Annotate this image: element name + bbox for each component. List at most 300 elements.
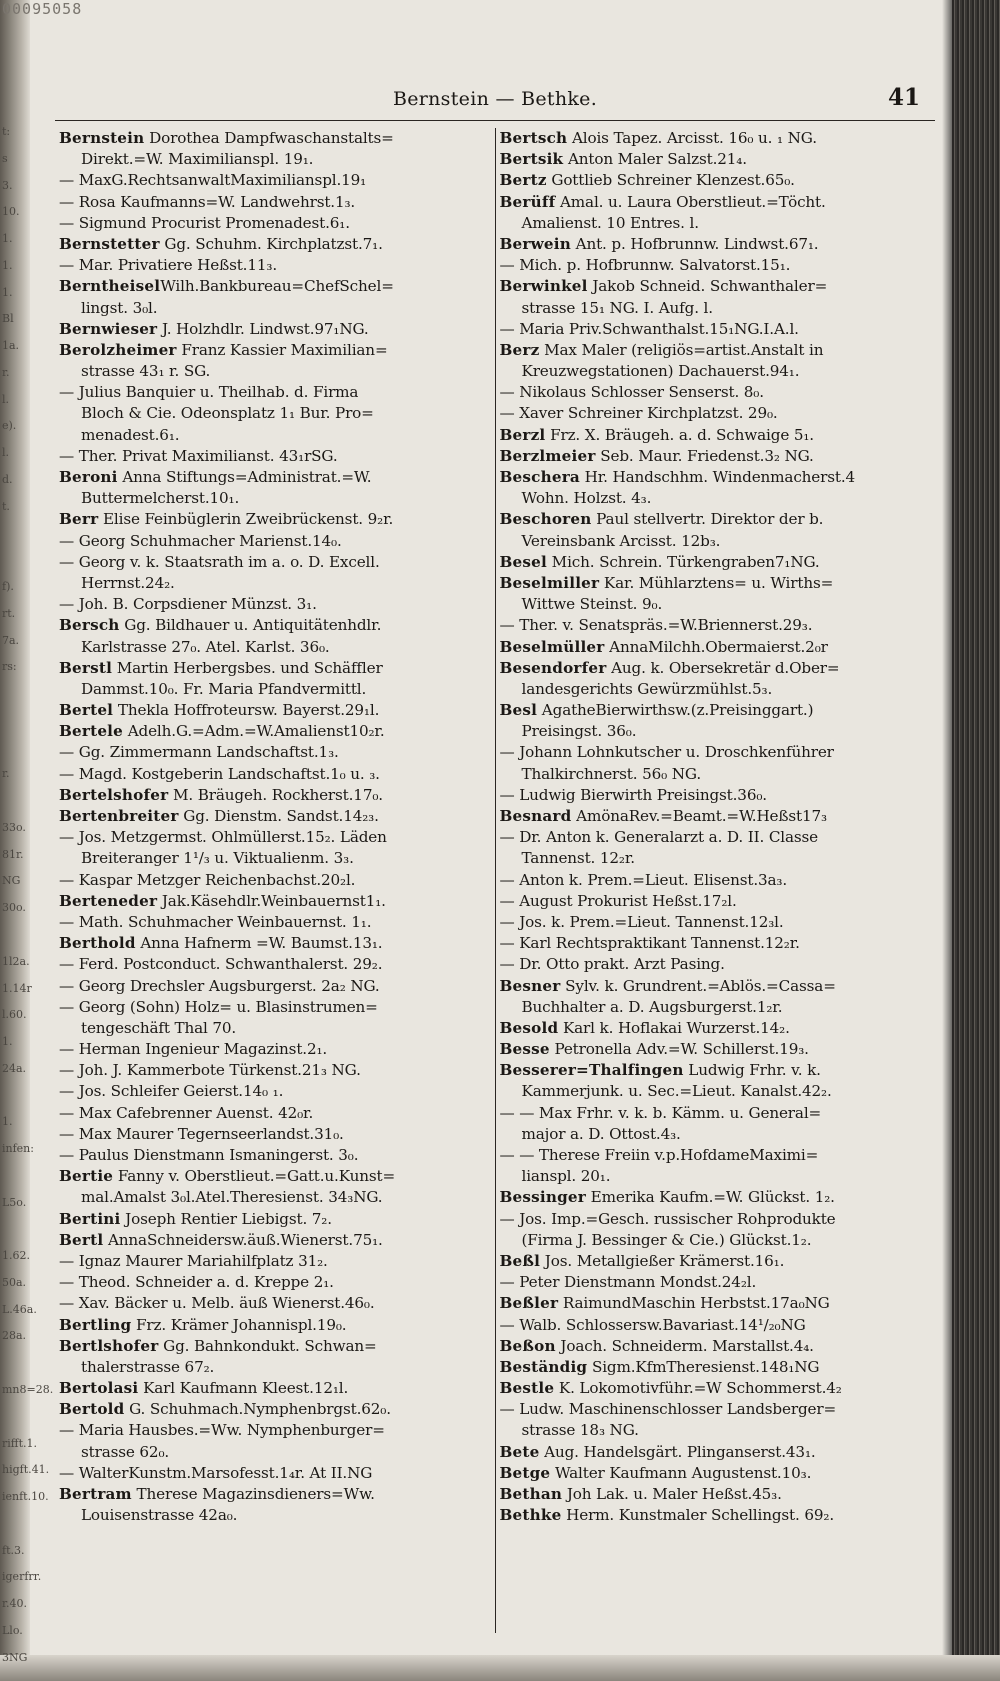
entry-text: Emerika Kaufm.=W. Glückst. 1₂. [586, 1188, 835, 1207]
entry-text: strasse 43₁ r. SG. [81, 362, 211, 381]
directory-columns [55, 128, 935, 1633]
entry-text: Joach. Schneiderm. Marstallst.4₄. [555, 1336, 814, 1355]
directory-page [55, 82, 935, 1642]
directory-entry-line [59, 615, 489, 636]
entry-text: — WalterKunstm.Marsofesst.1₄r. At II.NG [59, 1463, 373, 1482]
entry-text: Mich. Schrein. Türkengraben7₁NG. [546, 552, 820, 571]
bleed-fragment: rifft.1. [2, 1436, 38, 1450]
entry-text: M. Bräugeh. Rockherst.17₀. [168, 785, 383, 804]
surname-headword: Besel [499, 552, 547, 571]
bleed-fragment: infen: [2, 1142, 34, 1156]
directory-continuation-line [500, 1081, 930, 1102]
surname-headword: Berwinkel [499, 277, 588, 296]
entry-text: — Xaver Schreiner Kirchplatzst. 29₀. [499, 404, 778, 423]
entry-text: Fanny v. Oberstlieut.=Gatt.u.Kunst= [113, 1167, 396, 1186]
bleed-fragment: Llo. [2, 1623, 23, 1637]
directory-continuation-line [500, 403, 930, 424]
entry-text: Tannenst. 12₂r. [521, 849, 635, 868]
directory-continuation-line [500, 1103, 930, 1124]
directory-entry-line [500, 425, 930, 446]
entry-text: Thekla Hoffroteursw. Bayerst.29₁l. [113, 701, 380, 720]
surname-headword: Bertolasi [59, 1379, 139, 1398]
directory-continuation-line [59, 170, 489, 191]
entry-text: Dorothea Dampfwaschanstalts= [144, 129, 394, 147]
directory-continuation-line [500, 255, 930, 276]
surname-headword: Besendorfer [499, 658, 607, 677]
directory-entry-line [500, 276, 930, 297]
surname-headword: Besl [499, 701, 538, 720]
directory-entry-line [500, 234, 930, 255]
directory-continuation-line [500, 1420, 930, 1441]
entry-text: Walter Kaufmann Augustenst.10₃. [550, 1463, 812, 1482]
entry-text: — Ignaz Maurer Mariahilfplatz 31₂. [59, 1251, 328, 1270]
directory-continuation-line [59, 976, 489, 997]
directory-continuation-line [59, 573, 489, 594]
entry-text: Anna Stiftungs=Administrat.=W. [117, 468, 372, 486]
directory-entry-line [59, 1378, 489, 1399]
entry-text: mal.Amalst 3₀l.Atel.Theresienst. 34₃NG. [81, 1188, 383, 1207]
directory-continuation-line [59, 1463, 489, 1484]
directory-continuation-line [59, 1505, 489, 1526]
entry-text: Aug. k. Obersekretär d.Ober= [606, 658, 840, 677]
directory-continuation-line [500, 933, 930, 954]
surname-headword: Bertold [59, 1400, 125, 1419]
directory-entry-line [59, 1336, 489, 1357]
entry-text: — Ludw. Maschinenschlosser Landsberger= [499, 1400, 837, 1419]
directory-entry-line [500, 1293, 930, 1314]
directory-entry-line [500, 340, 930, 361]
directory-continuation-line [500, 1166, 930, 1187]
entry-text: Petronella Adv.=W. Schillerst.19₃. [549, 1040, 809, 1059]
entry-text: — August Prokurist Heßst.17₂l. [499, 891, 737, 910]
directory-entry-line [59, 1230, 489, 1251]
entry-text: — Mar. Privatiere Heßst.11₃. [59, 256, 278, 275]
directory-entry-line [59, 276, 489, 297]
directory-continuation-line [59, 488, 489, 509]
directory-continuation-line [59, 1060, 489, 1081]
entry-text: Alois Tapez. Arcisst. 16₀ u. ₁ NG. [567, 129, 817, 147]
surname-headword: Betge [499, 1463, 551, 1482]
directory-continuation-line [500, 679, 930, 700]
surname-headword: Bertling [59, 1315, 132, 1334]
directory-entry-line [59, 1166, 489, 1187]
entry-text: — Nikolaus Schlosser Senserst. 8₀. [499, 383, 764, 402]
entry-text: — Ther. Privat Maximilianst. 43₁rSG. [59, 446, 338, 465]
bleed-fragment: l. [2, 392, 10, 406]
entry-text: Herm. Kunstmaler Schellingst. 69₂. [561, 1506, 834, 1525]
directory-continuation-line [59, 1357, 489, 1378]
entry-text: — Joh. J. Kammerbote Türkenst.21₃ NG. [59, 1061, 361, 1080]
directory-continuation-line [500, 488, 930, 509]
entry-text: — Anton k. Prem.=Lieut. Elisenst.3a₃. [499, 870, 788, 889]
entry-text: Kar. Mühlarztens= u. Wirths= [599, 573, 834, 592]
surname-headword: Bernwieser [59, 319, 158, 338]
entry-text: — Walb. Schlossersw.Bavariast.14¹/₂₀NG [499, 1315, 806, 1334]
directory-entry-line [500, 552, 930, 573]
entry-text: — Rosa Kaufmanns=W. Landwehrst.1₃. [59, 192, 356, 211]
directory-continuation-line [59, 1145, 489, 1166]
entry-text: Amal. u. Laura Oberstlieut.=Töcht. [555, 192, 826, 211]
entry-text: Wittwe Steinst. 9₀. [521, 595, 663, 614]
directory-entry-line [59, 319, 489, 340]
surname-headword: Bestle [499, 1379, 555, 1398]
entry-text: landesgerichts Gewürzmühlst.5₃. [521, 679, 773, 698]
entry-text: strasse 18₃ NG. [521, 1421, 639, 1440]
bleed-fragment: L.46a. [2, 1302, 37, 1316]
directory-continuation-line [59, 1187, 489, 1208]
surname-headword: Besold [499, 1018, 559, 1037]
surname-headword: Berstl [59, 658, 113, 677]
bleed-fragment [2, 794, 32, 808]
bleed-fragment: 1a. [2, 339, 20, 353]
bleed-fragment: 30o. [2, 901, 26, 915]
bleed-fragment: 10. [2, 205, 20, 219]
entry-text: Gg. Schuhm. Kirchplatzst.7₁. [159, 234, 383, 253]
entry-text: Jos. Metallgießer Krämerst.16₁. [540, 1251, 785, 1270]
directory-continuation-line [59, 764, 489, 785]
surname-headword: Bessinger [499, 1188, 586, 1207]
bleed-fragment: NG [2, 874, 21, 888]
book-fore-edge [952, 0, 1000, 1681]
entry-text: — Georg v. k. Staatsrath im a. o. D. Excell. [59, 552, 380, 571]
entry-text: — Mich. p. Hofbrunnw. Salvatorst.15₁. [499, 256, 791, 275]
bleed-fragment: 1l2a. [2, 954, 30, 968]
surname-headword: Bernstein [59, 129, 145, 147]
directory-continuation-line [59, 848, 489, 869]
directory-continuation-line [59, 1420, 489, 1441]
surname-headword: Bernstetter [59, 234, 160, 253]
entry-text: Ant. p. Hofbrunnw. Lindwst.67₁. [570, 234, 819, 253]
surname-headword: Beßl [499, 1251, 541, 1270]
directory-entry-line [59, 658, 489, 679]
directory-continuation-line [500, 361, 930, 382]
bleed-fragment: 1.14r [2, 981, 32, 995]
surname-headword: Bertlshofer [59, 1336, 159, 1355]
directory-entry-line [500, 192, 930, 213]
directory-entry-line [500, 1018, 930, 1039]
directory-continuation-line [500, 1315, 930, 1336]
entry-text: Aug. Handelsgärt. Plinganserst.43₁. [539, 1442, 816, 1461]
surname-headword: Berüff [499, 192, 556, 211]
bleed-fragment: 1.62. [2, 1249, 30, 1263]
bleed-fragment: ienft.10. [2, 1490, 49, 1504]
surname-headword: Beschoren [499, 510, 592, 529]
directory-entry-line [500, 446, 930, 467]
directory-continuation-line [500, 382, 930, 403]
bleed-fragment: 1. [2, 1115, 13, 1129]
bleed-fragment: 1. [2, 285, 13, 299]
directory-continuation-line [59, 1018, 489, 1039]
surname-headword: Bethan [499, 1485, 563, 1503]
entry-text: AmönaRev.=Beamt.=W.Heßst17₃ [571, 807, 827, 825]
bleed-fragment [2, 1517, 32, 1531]
directory-entry-line [500, 806, 930, 827]
entry-text: Dammst.10₀. Fr. Maria Pfandvermittl. [81, 679, 367, 698]
surname-headword: Bertenbreiter [59, 807, 179, 825]
page-number: 41 [887, 84, 920, 111]
directory-entry-line [500, 976, 930, 997]
surname-headword: Berntheisel [59, 277, 161, 296]
surname-headword: Bertel [59, 701, 114, 720]
directory-entry-line [59, 700, 489, 721]
entry-text: — Karl Rechtspraktikant Tannenst.12₂r. [499, 934, 800, 953]
directory-entry-line [59, 467, 489, 488]
directory-continuation-line [500, 827, 930, 848]
entry-text: Joh Lak. u. Maler Heßst.45₃. [562, 1485, 782, 1503]
entry-text: — — Max Frhr. v. k. b. Kämm. u. General= [499, 1103, 822, 1122]
bleed-fragment [2, 1222, 32, 1236]
entry-text: (Firma J. Bessinger & Cie.) Glückst.1₂. [521, 1230, 812, 1249]
directory-entry-line [500, 128, 930, 149]
directory-continuation-line [59, 594, 489, 615]
surname-headword: Berr [59, 510, 99, 529]
surname-headword: Beselmüller [499, 637, 605, 656]
bleed-fragment: mn8=28. [2, 1382, 54, 1396]
surname-headword: Bertz [499, 171, 547, 190]
entry-text: — Theod. Schneider a. d. Kreppe 2₁. [59, 1273, 334, 1292]
directory-entry-line [500, 573, 930, 594]
directory-continuation-line [59, 679, 489, 700]
entry-text: Anna Hafnerm =W. Baumst.13₁. [135, 934, 383, 953]
bleed-fragment: 7a. [2, 633, 20, 647]
directory-continuation-line [59, 827, 489, 848]
entry-text: — Paulus Dienstmann Ismaningerst. 3₀. [59, 1146, 359, 1164]
surname-headword: Berzlmeier [499, 446, 596, 465]
entry-text: — Peter Dienstmann Mondst.24₂l. [499, 1273, 757, 1292]
surname-headword: Bertl [59, 1230, 104, 1249]
directory-entry-line [500, 1484, 930, 1505]
entry-text: Therese Magazinsdieners=Ww. [131, 1485, 375, 1503]
surname-headword: Bete [499, 1442, 540, 1461]
entry-text: — Kaspar Metzger Reichenbachst.20₂l. [59, 870, 356, 889]
entry-text: — Ludwig Bierwirth Preisingst.36₀. [499, 785, 767, 804]
bleed-fragment: igerfrr. [2, 1570, 42, 1584]
entry-text: — Dr. Otto prakt. Arzt Pasing. [499, 955, 725, 974]
entry-text: — Joh. B. Corpsdiener Münzst. 3₁. [59, 595, 317, 614]
directory-continuation-line [500, 848, 930, 869]
surname-headword: Bertram [59, 1485, 132, 1503]
directory-entry-line [59, 721, 489, 742]
entry-text: Frz. Krämer Johannispl.19₀. [131, 1315, 347, 1334]
scan-bottom-edge [0, 1655, 1000, 1681]
surname-headword: Bersch [59, 616, 120, 635]
bleed-fragment: 1. [2, 1035, 13, 1049]
surname-headword: Besnard [499, 807, 572, 825]
surname-headword: Berolzheimer [59, 340, 177, 359]
bleed-fragment: 1. [2, 258, 13, 272]
entry-text: Karl k. Hoflakai Wurzerst.14₂. [558, 1018, 790, 1037]
directory-entry-line [59, 128, 489, 149]
entry-text: Bloch & Cie. Odeonsplatz 1₁ Bur. Pro= [81, 404, 374, 423]
directory-continuation-line [500, 764, 930, 785]
directory-continuation-line [59, 954, 489, 975]
entry-text: Jakob Schneid. Schwanthaler= [587, 277, 828, 296]
directory-continuation-line [59, 255, 489, 276]
bleed-fragment: s [2, 151, 8, 165]
entry-text: Amalienst. 10 Entres. l. [521, 213, 699, 232]
surname-headword: Berteneder [59, 891, 158, 910]
directory-continuation-line [500, 615, 930, 636]
entry-text: — Jos. Metzgermst. Ohlmüllerst.15₂. Läden [59, 828, 387, 847]
running-head [55, 82, 935, 121]
entry-text: Thalkirchnerst. 56₀ NG. [521, 764, 702, 783]
directory-continuation-line [59, 298, 489, 319]
bleed-fragment: 3. [2, 178, 13, 192]
entry-text: — Jos. k. Prem.=Lieut. Tannenst.12₃l. [499, 912, 784, 931]
entry-text: Jak.Käsehdlr.Weinbauernst1₁. [157, 891, 386, 910]
entry-text: AnnaMilchh.Obermaierst.2₀r [604, 637, 828, 656]
directory-entry-line [500, 467, 930, 488]
directory-continuation-line [59, 192, 489, 213]
left-column [55, 128, 495, 1633]
entry-text: Gottlieb Schreiner Klenzest.65₀. [546, 171, 795, 190]
directory-continuation-line [59, 382, 489, 403]
entry-text: Adelh.G.=Adm.=W.Amalienst10₂r. [123, 722, 385, 741]
bleed-fragment: d. [2, 472, 13, 486]
directory-entry-line [500, 1463, 930, 1484]
bleed-fragment: higft.41. [2, 1463, 50, 1477]
entry-text: G. Schuhmach.Nymphenbrgst.62₀. [124, 1400, 391, 1419]
directory-continuation-line [59, 1251, 489, 1272]
entry-text: — Georg (Sohn) Holz= u. Blasinstrumen= [59, 997, 378, 1016]
directory-entry-line [500, 700, 930, 721]
entry-text: — Dr. Anton k. Generalarzt a. D. II. Classe [499, 828, 819, 847]
scan-id-mark: 00095058 [2, 0, 83, 18]
directory-continuation-line [500, 721, 930, 742]
entry-text: — Maria Hausbes.=Ww. Nymphenburger= [59, 1421, 385, 1440]
directory-continuation-line [500, 1145, 930, 1166]
entry-text: Frz. X. Bräugeh. a. d. Schwaige 5₁. [545, 425, 814, 444]
bleed-fragment [2, 928, 32, 942]
directory-continuation-line [59, 531, 489, 552]
entry-text: Joseph Rentier Liebigst. 7₂. [120, 1209, 332, 1228]
bleed-fragment: 28a. [2, 1329, 27, 1343]
directory-continuation-line [59, 446, 489, 467]
directory-continuation-line [500, 870, 930, 891]
entry-text: — Max Cafebrenner Auenst. 42₀r. [59, 1103, 314, 1122]
entry-text: Louisenstrasse 42a₀. [81, 1506, 238, 1525]
directory-entry-line [59, 785, 489, 806]
surname-headword: Bertsch [499, 129, 568, 147]
entry-text: — Herman Ingenieur Magazinst.2₁. [59, 1040, 328, 1059]
entry-text: Vereinsbank Arcisst. 12b₃. [521, 531, 721, 550]
directory-entry-line [500, 1505, 930, 1526]
bleed-fragment: e). [2, 419, 17, 433]
directory-continuation-line [59, 213, 489, 234]
entry-text: major a. D. Ottost.4₃. [521, 1124, 681, 1143]
directory-continuation-line [500, 594, 930, 615]
entry-text: — Jos. Schleifer Geierst.14₀ ₁. [59, 1082, 284, 1101]
directory-entry-line [500, 1336, 930, 1357]
entry-text: Max Maler (religiös=artist.Anstalt in [539, 340, 824, 359]
entry-text: Gg. Dienstm. Sandst.14₂₃. [178, 807, 379, 825]
directory-entry-line [59, 509, 489, 530]
directory-entry-line [500, 1251, 930, 1272]
entry-text: — Math. Schuhmacher Weinbauernst. 1₁. [59, 912, 372, 931]
surname-headword: Beselmiller [499, 573, 600, 592]
right-column [496, 128, 936, 1633]
bleed-fragment: rt. [2, 606, 16, 620]
entry-text: — Julius Banquier u. Theilhab. d. Firma [59, 383, 359, 402]
bleed-fragment: t: [2, 125, 11, 138]
entry-text: Wohn. Holzst. 4₃. [521, 489, 652, 508]
entry-text: tengeschäft Thal 70. [81, 1018, 237, 1037]
directory-entry-line [500, 149, 930, 170]
bleed-fragment: 50a. [2, 1275, 27, 1289]
bleed-fragment: r.40. [2, 1597, 28, 1611]
directory-continuation-line [59, 870, 489, 891]
directory-entry-line [500, 1039, 930, 1060]
entry-text: — Maria Priv.Schwanthalst.15₁NG.I.A.l. [499, 319, 799, 338]
entry-text: Franz Kassier Maximilian= [176, 340, 388, 359]
directory-continuation-line [500, 319, 930, 340]
entry-text: AnnaSchneidersw.äuß.Wienerst.75₁. [103, 1230, 383, 1249]
entry-text: lianspl. 20₁. [521, 1167, 611, 1186]
facing-page-bleed [2, 125, 54, 1665]
entry-text: Kammerjunk. u. Sec.=Lieut. Kanalst.42₂. [521, 1082, 832, 1101]
entry-text: Seb. Maur. Friedenst.3₂ NG. [595, 446, 814, 465]
entry-text: Karlstrasse 27₀. Atel. Karlst. 36₀. [81, 637, 330, 656]
surname-headword: Beßon [499, 1336, 556, 1355]
directory-continuation-line [500, 742, 930, 763]
directory-continuation-line [59, 149, 489, 170]
surname-headword: Bertsik [499, 150, 564, 169]
entry-text: Gg. Bildhauer u. Antiquitätenhdlr. [119, 616, 382, 635]
bleed-fragment: L5o. [2, 1195, 27, 1209]
entry-text: — Gg. Zimmermann Landschaftst.1₃. [59, 743, 339, 762]
directory-continuation-line [59, 1272, 489, 1293]
directory-continuation-line [500, 1124, 930, 1145]
directory-continuation-line [59, 912, 489, 933]
entry-text: — Max Maurer Tegernseerlandst.31₀. [59, 1124, 344, 1143]
directory-continuation-line [59, 403, 489, 424]
bleed-fragment: 1. [2, 232, 13, 246]
entry-text: — MaxG.RechtsanwaltMaximilianspl.19₁ [59, 171, 367, 190]
entry-text: Ludwig Frhr. v. k. [683, 1061, 821, 1080]
surname-headword: Beroni [59, 468, 118, 486]
directory-entry-line [59, 1315, 489, 1336]
entry-text: — Georg Schuhmacher Marienst.14₀. [59, 531, 342, 550]
entry-text: Herrnst.24₂. [81, 573, 175, 592]
surname-headword: Berthold [59, 934, 136, 953]
entry-text: — Xav. Bäcker u. Melb. äuß Wienerst.46₀. [59, 1294, 375, 1313]
entry-text: Sylv. k. Grundrent.=Ablös.=Cassa= [560, 976, 836, 995]
entry-text: Paul stellvertr. Direktor der b. [591, 510, 824, 529]
directory-entry-line [59, 1209, 489, 1230]
surname-headword: Beßler [499, 1294, 559, 1313]
directory-continuation-line [59, 1293, 489, 1314]
entry-text: J. Holzhdlr. Lindwst.97₁NG. [157, 319, 369, 338]
directory-continuation-line [500, 213, 930, 234]
directory-entry-line [500, 1442, 930, 1463]
bleed-fragment [2, 1169, 32, 1183]
directory-continuation-line [500, 531, 930, 552]
bleed-fragment [2, 553, 32, 567]
entry-text: Kreuzwegstationen) Dachauerst.94₁. [521, 362, 800, 381]
directory-continuation-line [500, 954, 930, 975]
surname-headword: Besse [499, 1040, 550, 1059]
directory-continuation-line [59, 1103, 489, 1124]
directory-continuation-line [500, 298, 930, 319]
directory-continuation-line [500, 997, 930, 1018]
bleed-fragment [2, 714, 32, 728]
bleed-fragment [2, 687, 32, 701]
entry-text: K. Lokomotivführ.=W Schommerst.4₂ [554, 1379, 842, 1398]
entry-text: — — Therese Freiin v.p.HofdameMaximi= [499, 1146, 819, 1164]
entry-text: thalerstrasse 67₂. [81, 1357, 215, 1376]
directory-entry-line [59, 340, 489, 361]
directory-continuation-line [500, 1272, 930, 1293]
